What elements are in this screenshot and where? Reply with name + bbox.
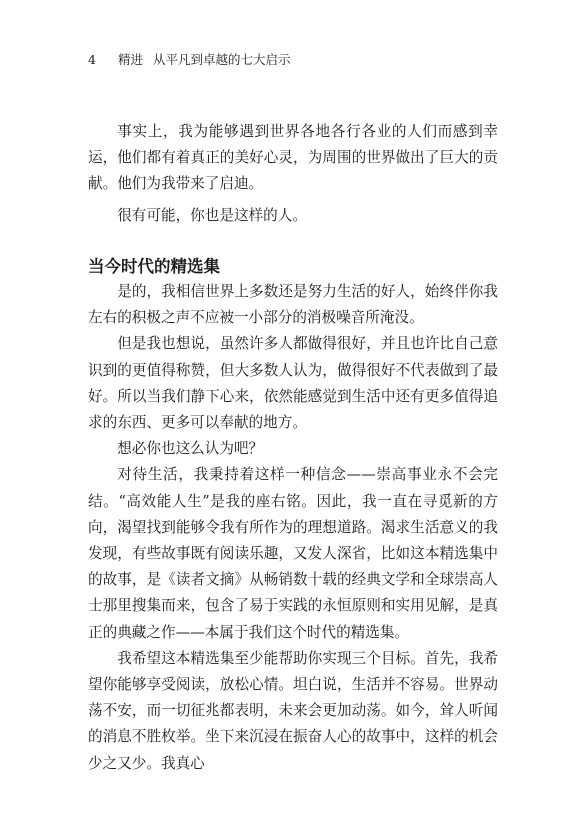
paragraph: 事实上，我为能够遇到世界各地各行各业的人们而感到幸运，他们都有着真正的美好心灵，为周围的世界做出了巨大的贡献。他们为我带来了启迪。 [88, 123, 498, 193]
paragraph: 我希望这本精选集至少能帮助你实现三个目标。首先，我希望你能够享受阅读，放松心情。坦白说，生活并不容易。世界动荡不安，而一切征兆都表明，未来会更加动荡。如今，耸人听闻的消息不胜枚举。坐下来沉浸在振奋人心的故事中，这样的机会少之又少。我真心 [88, 649, 498, 772]
book-title: 精进 [118, 52, 144, 67]
book-subtitle: 从平凡到卓越的七大启示 [153, 52, 291, 67]
section-heading: 当今时代的精选集 [88, 257, 220, 276]
running-header [88, 52, 291, 68]
paragraph: 想必你也这么认为吧？ [117, 440, 264, 458]
page-number: 4 [88, 52, 96, 67]
paragraph: 很有可能，你也是这样的人。 [117, 206, 307, 224]
paragraph: 是的，我相信世界上多数还是努力生活的好人，始终伴你我左右的积极之声不应被一小部分的消极噪音所淹没。 [88, 283, 498, 327]
paragraph: 但是我也想说，虽然许多人都做得很好，并且也许比自己意识到的更值得称赞，但大多数人认为，做得很好不代表做到了最好。所以当我们静下心来，依然能感觉到生活中还有更多值得追求的东西、更多可以奉献的地方。 [88, 335, 498, 432]
intro-text [88, 119, 498, 229]
paragraph: 对待生活，我秉持着这样一种信念——崇高事业永不会完结。“高效能人生”是我的座右铭。因此，我一直在寻觅新的方向，渴望找到能够令我有所作为的理想道路。渴求生活意义的我发现，有些故事既有阅读乐趣，又发人深省，比如这本精选集中的故事，是《读者文摘》从畅销数十载的经典文学和全球崇高人士那里搜集而来，包含了易于实践的永恒原则和实用见解，是真正的典藏之作——本属于我们这个时代的精选集。 [88, 466, 498, 641]
section [88, 255, 498, 777]
